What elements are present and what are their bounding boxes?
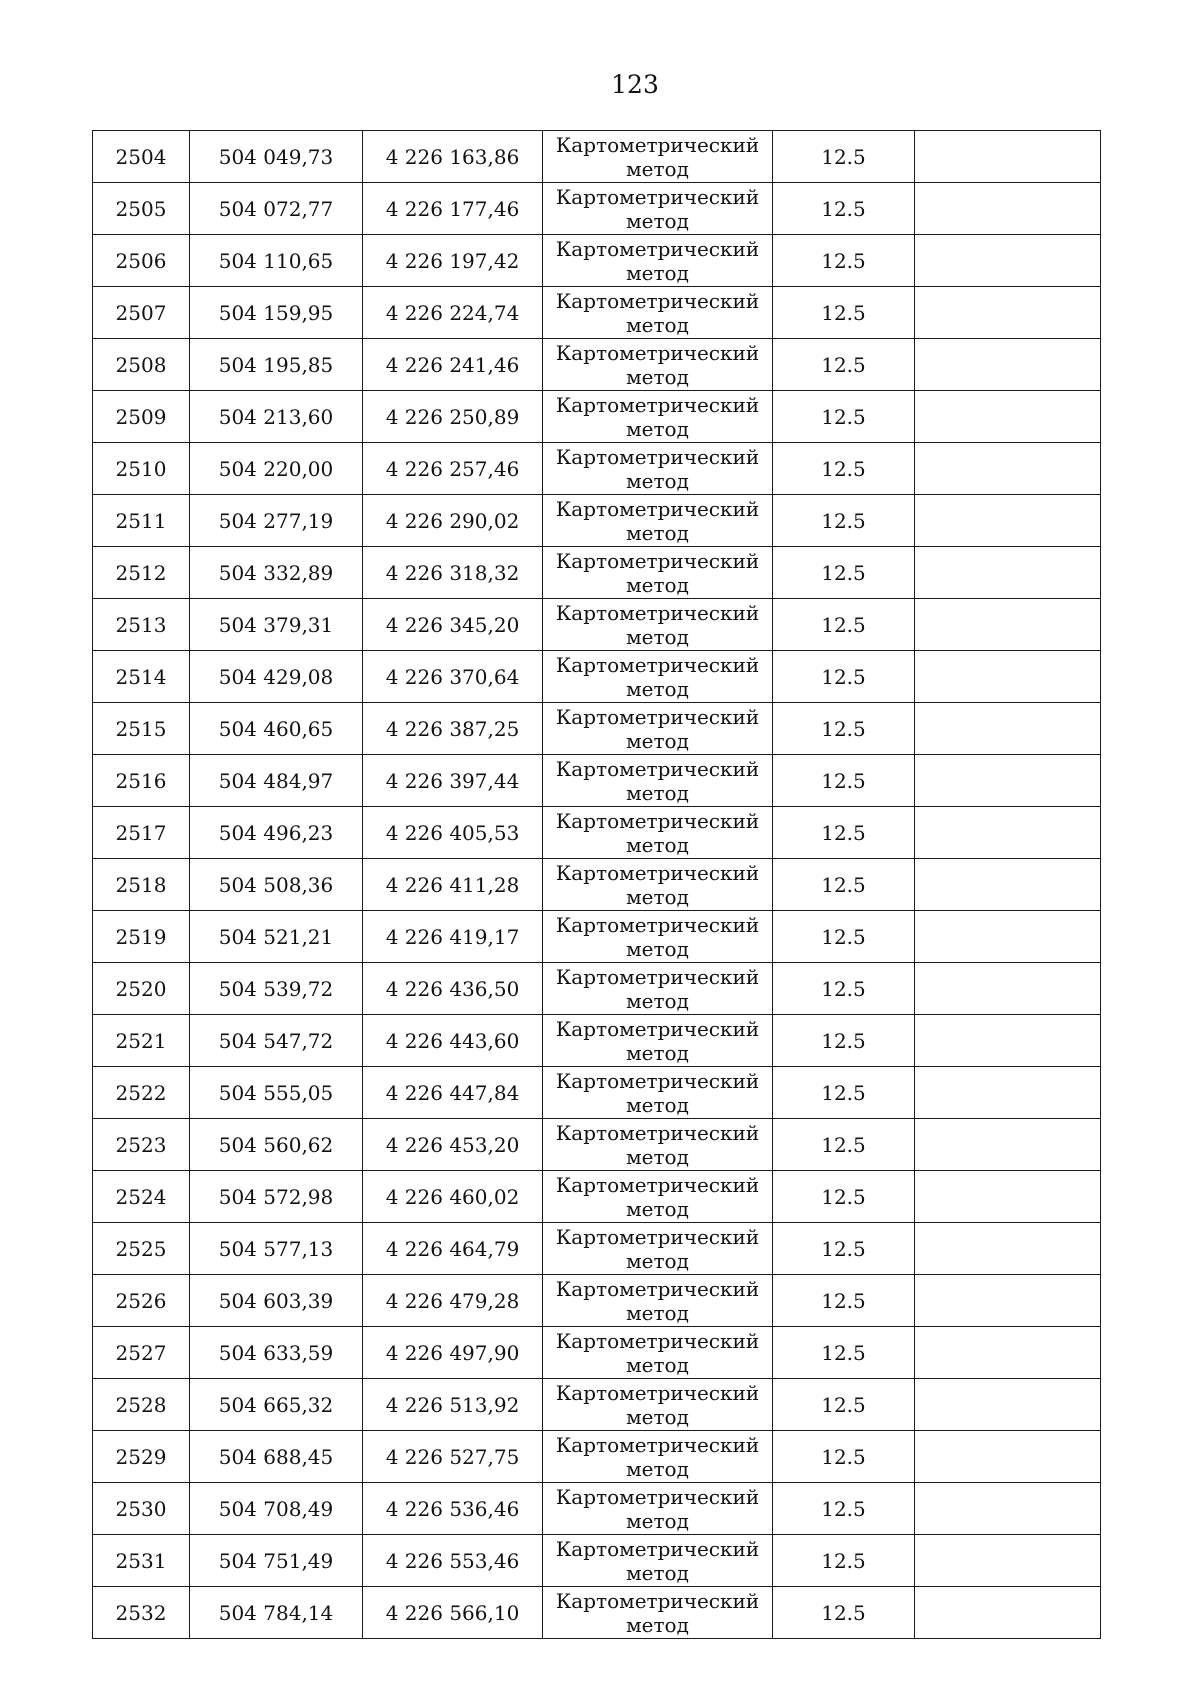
table-row [93,1483,1101,1535]
method-line1: Картометрический [555,912,760,937]
method-line1: Картометрический [555,756,760,781]
note-cell [915,755,1101,807]
method-line1: Картометрический [555,288,760,313]
note-cell [915,1015,1101,1067]
y-coordinate-cell: 4 226 163,86 [363,131,543,183]
page-number: 123 [611,70,659,99]
y-coordinate-cell: 4 226 527,75 [363,1431,543,1483]
note-cell [915,443,1101,495]
point-number-cell: 2526 [93,1275,190,1327]
y-coordinate-cell: 4 226 241,46 [363,339,543,391]
note-cell [915,1483,1101,1535]
x-coordinate-cell: 504 521,21 [190,911,363,963]
method-cell [543,1483,773,1535]
method-line1: Картометрический [555,1588,760,1613]
y-coordinate-cell: 4 226 479,28 [363,1275,543,1327]
table-row [93,495,1101,547]
note-cell [915,495,1101,547]
note-cell [915,703,1101,755]
table-row [93,963,1101,1015]
y-coordinate-cell: 4 226 460,02 [363,1171,543,1223]
method-line2: метод [626,832,689,857]
x-coordinate-cell: 504 496,23 [190,807,363,859]
point-number-cell: 2529 [93,1431,190,1483]
note-cell [915,339,1101,391]
table-row [93,1431,1101,1483]
method-line2: метод [626,1196,689,1221]
method-line2: метод [626,780,689,805]
x-coordinate-cell: 504 220,00 [190,443,363,495]
method-line2: метод [626,936,689,961]
method-line2: метод [626,884,689,909]
method-cell [543,391,773,443]
method-cell [543,495,773,547]
x-coordinate-cell: 504 460,65 [190,703,363,755]
method-line1: Картометрический [555,444,760,469]
note-cell [915,183,1101,235]
error-cell: 12.5 [773,911,915,963]
note-cell [915,599,1101,651]
table-row [93,391,1101,443]
error-cell: 12.5 [773,963,915,1015]
method-line1: Картометрический [555,1328,760,1353]
error-cell: 12.5 [773,859,915,911]
table-row [93,287,1101,339]
method-line1: Картометрический [555,184,760,209]
method-line2: метод [626,156,689,181]
method-line2: метод [626,1144,689,1169]
method-line1: Картометрический [555,1224,760,1249]
error-cell: 12.5 [773,651,915,703]
note-cell [915,651,1101,703]
x-coordinate-cell: 504 332,89 [190,547,363,599]
note-cell [915,1379,1101,1431]
error-cell: 12.5 [773,1327,915,1379]
method-line2: метод [626,1248,689,1273]
method-line2: метод [626,520,689,545]
table-row [93,911,1101,963]
table-row [93,703,1101,755]
x-coordinate-cell: 504 539,72 [190,963,363,1015]
y-coordinate-cell: 4 226 250,89 [363,391,543,443]
error-cell: 12.5 [773,1483,915,1535]
x-coordinate-cell: 504 429,08 [190,651,363,703]
point-number-cell: 2513 [93,599,190,651]
method-line2: метод [626,676,689,701]
x-coordinate-cell: 504 572,98 [190,1171,363,1223]
x-coordinate-cell: 504 110,65 [190,235,363,287]
method-cell [543,131,773,183]
table-row [93,1587,1101,1639]
method-line1: Картометрический [555,340,760,365]
method-cell [543,339,773,391]
method-cell [543,1067,773,1119]
method-line2: метод [626,208,689,233]
error-cell: 12.5 [773,391,915,443]
table-row [93,1535,1101,1587]
point-number-cell: 2510 [93,443,190,495]
method-cell [543,599,773,651]
point-number-cell: 2505 [93,183,190,235]
method-line1: Картометрический [555,964,760,989]
y-coordinate-cell: 4 226 419,17 [363,911,543,963]
y-coordinate-cell: 4 226 553,46 [363,1535,543,1587]
error-cell: 12.5 [773,1587,915,1639]
error-cell: 12.5 [773,1067,915,1119]
table-row [93,1067,1101,1119]
x-coordinate-cell: 504 213,60 [190,391,363,443]
x-coordinate-cell: 504 784,14 [190,1587,363,1639]
x-coordinate-cell: 504 555,05 [190,1067,363,1119]
table-row [93,807,1101,859]
note-cell [915,547,1101,599]
y-coordinate-cell: 4 226 397,44 [363,755,543,807]
method-line2: метод [626,1352,689,1377]
error-cell: 12.5 [773,1171,915,1223]
method-cell [543,911,773,963]
x-coordinate-cell: 504 277,19 [190,495,363,547]
point-number-cell: 2524 [93,1171,190,1223]
point-number-cell: 2530 [93,1483,190,1535]
method-line2: метод [626,624,689,649]
y-coordinate-cell: 4 226 513,92 [363,1379,543,1431]
method-line1: Картометрический [555,392,760,417]
point-number-cell: 2508 [93,339,190,391]
table-row [93,1015,1101,1067]
point-number-cell: 2516 [93,755,190,807]
error-cell: 12.5 [773,183,915,235]
method-line1: Картометрический [555,548,760,573]
method-cell [543,443,773,495]
method-cell [543,1535,773,1587]
method-line1: Картометрический [555,236,760,261]
coordinates-table-body [93,131,1101,1639]
table-row [93,547,1101,599]
table-row [93,443,1101,495]
point-number-cell: 2506 [93,235,190,287]
x-coordinate-cell: 504 751,49 [190,1535,363,1587]
error-cell: 12.5 [773,1431,915,1483]
table-row [93,1223,1101,1275]
method-cell [543,859,773,911]
method-line1: Картометрический [555,600,760,625]
y-coordinate-cell: 4 226 370,64 [363,651,543,703]
method-line1: Картометрический [555,860,760,885]
note-cell [915,911,1101,963]
method-cell [543,1431,773,1483]
method-line1: Картометрический [555,1172,760,1197]
note-cell [915,859,1101,911]
note-cell [915,1067,1101,1119]
table-row [93,1275,1101,1327]
note-cell [915,287,1101,339]
error-cell: 12.5 [773,235,915,287]
method-line2: метод [626,1092,689,1117]
method-line1: Картометрический [555,1120,760,1145]
method-line2: метод [626,572,689,597]
note-cell [915,1587,1101,1639]
y-coordinate-cell: 4 226 447,84 [363,1067,543,1119]
method-line2: метод [626,468,689,493]
point-number-cell: 2525 [93,1223,190,1275]
note-cell [915,1223,1101,1275]
method-line2: метод [626,1404,689,1429]
note-cell [915,807,1101,859]
method-cell [543,1327,773,1379]
y-coordinate-cell: 4 226 536,46 [363,1483,543,1535]
point-number-cell: 2523 [93,1119,190,1171]
method-line2: метод [626,1508,689,1533]
error-cell: 12.5 [773,755,915,807]
y-coordinate-cell: 4 226 436,50 [363,963,543,1015]
method-cell [543,755,773,807]
note-cell [915,1327,1101,1379]
method-line2: метод [626,988,689,1013]
table-row [93,859,1101,911]
error-cell: 12.5 [773,131,915,183]
method-line2: метод [626,364,689,389]
method-line2: метод [626,312,689,337]
point-number-cell: 2527 [93,1327,190,1379]
method-cell [543,183,773,235]
method-line2: метод [626,728,689,753]
x-coordinate-cell: 504 508,36 [190,859,363,911]
x-coordinate-cell: 504 049,73 [190,131,363,183]
y-coordinate-cell: 4 226 387,25 [363,703,543,755]
method-cell [543,1275,773,1327]
method-line1: Картометрический [555,1068,760,1093]
method-line1: Картометрический [555,1276,760,1301]
method-line1: Картометрический [555,1484,760,1509]
table-row [93,131,1101,183]
x-coordinate-cell: 504 577,13 [190,1223,363,1275]
method-line1: Картометрический [555,132,760,157]
x-coordinate-cell: 504 072,77 [190,183,363,235]
point-number-cell: 2504 [93,131,190,183]
method-cell [543,807,773,859]
method-line1: Картометрический [555,652,760,677]
error-cell: 12.5 [773,1223,915,1275]
x-coordinate-cell: 504 159,95 [190,287,363,339]
note-cell [915,963,1101,1015]
point-number-cell: 2514 [93,651,190,703]
error-cell: 12.5 [773,703,915,755]
error-cell: 12.5 [773,287,915,339]
y-coordinate-cell: 4 226 197,42 [363,235,543,287]
table-row [93,339,1101,391]
error-cell: 12.5 [773,495,915,547]
error-cell: 12.5 [773,443,915,495]
note-cell [915,131,1101,183]
y-coordinate-cell: 4 226 411,28 [363,859,543,911]
method-cell [543,1015,773,1067]
table-row [93,183,1101,235]
table-row [93,1119,1101,1171]
x-coordinate-cell: 504 633,59 [190,1327,363,1379]
table-row [93,1379,1101,1431]
point-number-cell: 2532 [93,1587,190,1639]
y-coordinate-cell: 4 226 443,60 [363,1015,543,1067]
method-cell [543,1119,773,1171]
y-coordinate-cell: 4 226 318,32 [363,547,543,599]
x-coordinate-cell: 504 484,97 [190,755,363,807]
point-number-cell: 2518 [93,859,190,911]
point-number-cell: 2507 [93,287,190,339]
method-line2: метод [626,1300,689,1325]
error-cell: 12.5 [773,1379,915,1431]
error-cell: 12.5 [773,599,915,651]
point-number-cell: 2520 [93,963,190,1015]
y-coordinate-cell: 4 226 497,90 [363,1327,543,1379]
table-row [93,235,1101,287]
method-line2: метод [626,416,689,441]
point-number-cell: 2515 [93,703,190,755]
point-number-cell: 2517 [93,807,190,859]
method-cell [543,1379,773,1431]
method-cell [543,547,773,599]
method-cell [543,287,773,339]
point-number-cell: 2521 [93,1015,190,1067]
method-line1: Картометрический [555,1536,760,1561]
note-cell [915,1275,1101,1327]
x-coordinate-cell: 504 665,32 [190,1379,363,1431]
x-coordinate-cell: 504 708,49 [190,1483,363,1535]
y-coordinate-cell: 4 226 345,20 [363,599,543,651]
x-coordinate-cell: 504 560,62 [190,1119,363,1171]
coordinates-table [92,130,1101,1639]
y-coordinate-cell: 4 226 464,79 [363,1223,543,1275]
method-line2: метод [626,1560,689,1585]
y-coordinate-cell: 4 226 257,46 [363,443,543,495]
error-cell: 12.5 [773,1119,915,1171]
note-cell [915,235,1101,287]
table-row [93,1171,1101,1223]
table-row [93,651,1101,703]
point-number-cell: 2531 [93,1535,190,1587]
method-cell [543,651,773,703]
method-line1: Картометрический [555,1380,760,1405]
x-coordinate-cell: 504 379,31 [190,599,363,651]
point-number-cell: 2512 [93,547,190,599]
method-line2: метод [626,1612,689,1637]
point-number-cell: 2522 [93,1067,190,1119]
method-cell [543,1587,773,1639]
method-cell [543,963,773,1015]
error-cell: 12.5 [773,1275,915,1327]
y-coordinate-cell: 4 226 177,46 [363,183,543,235]
table-row [93,599,1101,651]
x-coordinate-cell: 504 603,39 [190,1275,363,1327]
error-cell: 12.5 [773,547,915,599]
method-line2: метод [626,1040,689,1065]
method-cell [543,1171,773,1223]
method-line1: Картометрический [555,808,760,833]
method-line1: Картометрический [555,496,760,521]
method-line2: метод [626,1456,689,1481]
table-row [93,1327,1101,1379]
point-number-cell: 2519 [93,911,190,963]
y-coordinate-cell: 4 226 566,10 [363,1587,543,1639]
error-cell: 12.5 [773,1535,915,1587]
error-cell: 12.5 [773,1015,915,1067]
note-cell [915,1119,1101,1171]
note-cell [915,1431,1101,1483]
error-cell: 12.5 [773,339,915,391]
x-coordinate-cell: 504 195,85 [190,339,363,391]
y-coordinate-cell: 4 226 453,20 [363,1119,543,1171]
x-coordinate-cell: 504 688,45 [190,1431,363,1483]
note-cell [915,1171,1101,1223]
point-number-cell: 2528 [93,1379,190,1431]
method-cell [543,1223,773,1275]
method-cell [543,235,773,287]
table-row [93,755,1101,807]
method-line1: Картометрический [555,1432,760,1457]
x-coordinate-cell: 504 547,72 [190,1015,363,1067]
method-cell [543,703,773,755]
error-cell: 12.5 [773,807,915,859]
point-number-cell: 2511 [93,495,190,547]
point-number-cell: 2509 [93,391,190,443]
method-line1: Картометрический [555,1016,760,1041]
method-line1: Картометрический [555,704,760,729]
note-cell [915,391,1101,443]
note-cell [915,1535,1101,1587]
method-line2: метод [626,260,689,285]
y-coordinate-cell: 4 226 405,53 [363,807,543,859]
y-coordinate-cell: 4 226 224,74 [363,287,543,339]
y-coordinate-cell: 4 226 290,02 [363,495,543,547]
